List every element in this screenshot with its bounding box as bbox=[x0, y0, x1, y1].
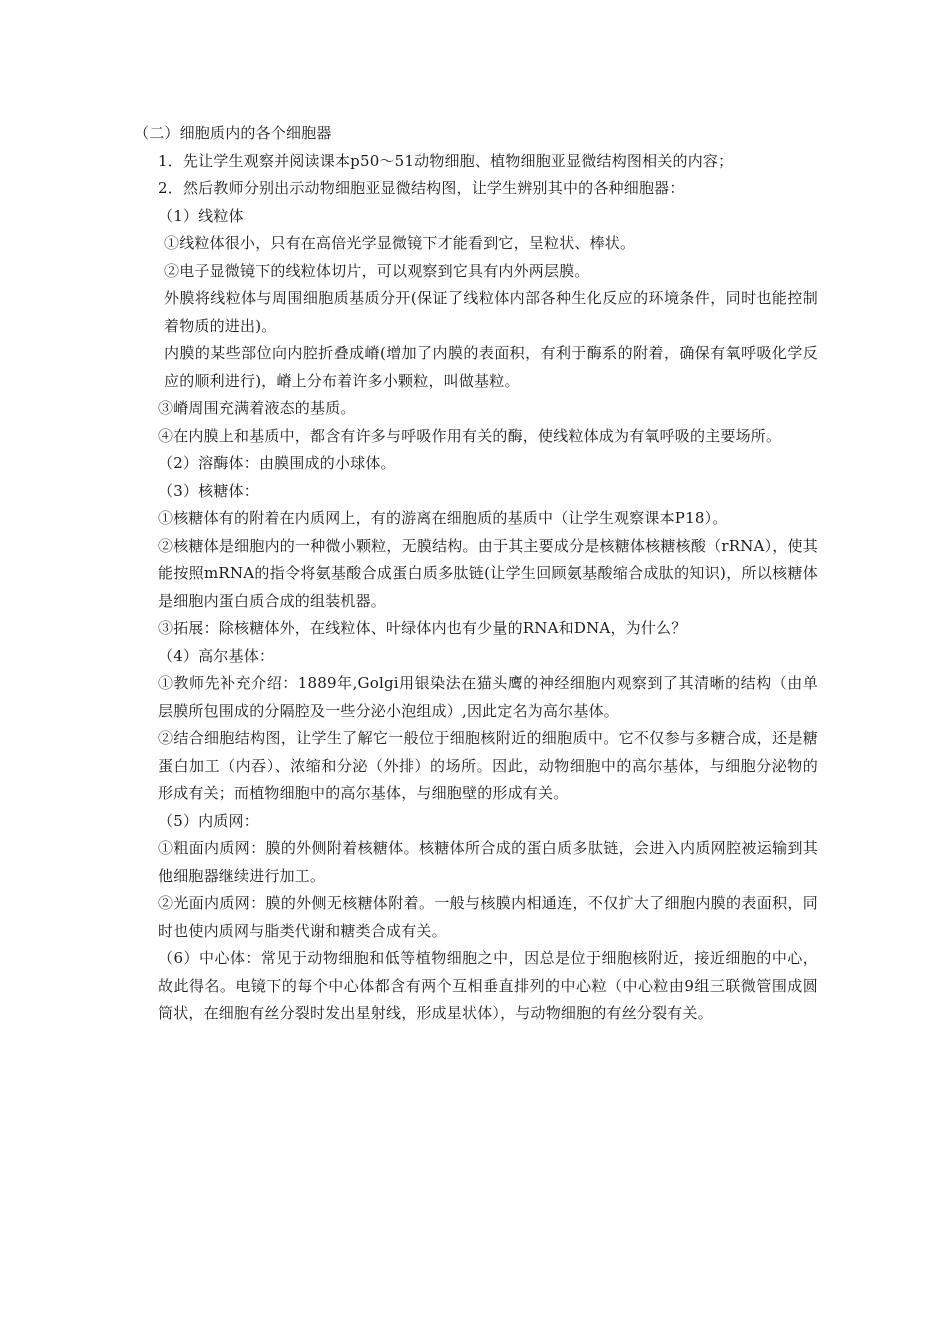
paragraph-inner-membrane: 内膜的某些部位向内腔折叠成嵴(增加了内膜的表面积，有利于酶系的附着，确保有氧呼吸化学反应的顺利进行)，嵴上分布着许多小颗粒，叫做基粒。 bbox=[164, 344, 818, 390]
paragraph-step-1: 1．先让学生观察并阅读课本p50～51动物细胞、植物细胞亚显微结构图相关的内容； bbox=[158, 151, 734, 170]
paragraph-centrosome: （6）中心体：常见于动物细胞和低等植物细胞之中，因总是位于细胞核附近，接近细胞的中心，故此得名。电镜下的每个中心体都含有两个互相垂直排列的中心粒（中心粒由9组三联微管围成圆筒状，在细胞有丝分裂时发出星射线，形成星状体），与动物细胞的有丝分裂有关。 bbox=[158, 949, 818, 1022]
paragraph-ribosome-2: ②核糖体是细胞内的一种微小颗粒，无膜结构。由于其主要成分是核糖体核糖核酸（rRNA），使其能按照mRNA的指令将氨基酸合成蛋白质多肽链(让学生回顾氨基酸缩合成肽的知识)，所以核糖体是细胞内蛋白质合成的组装机器。 bbox=[158, 536, 818, 610]
paragraph-mito-1: ①线粒体很小，只有在高倍光学显微镜下才能看到它，呈粒状、棒状。 bbox=[164, 234, 636, 252]
paragraph-rough-er: ①粗面内质网：膜的外侧附着核糖体。核糖体所合成的蛋白质多肽链，会进入内质网腔被运输到其他细胞器继续进行加工。 bbox=[158, 839, 818, 885]
heading-golgi: （4）高尔基体： bbox=[158, 646, 275, 665]
paragraph-golgi-2: ②结合细胞结构图，让学生了解它一般位于细胞核附近的细胞质中。它不仅参与多糖合成，还是糖蛋白加工（内吞）、浓缩和分泌（外排）的场所。因此，动物细胞中的高尔基体，与细胞分泌物的形成有关；而植物细胞中的高尔基体，与细胞壁的形成有关。 bbox=[158, 729, 818, 802]
document-body bbox=[134, 120, 818, 1028]
paragraph-step-2: 2．然后教师分别出示动物细胞亚显微结构图，让学生辨别其中的各种细胞器： bbox=[158, 179, 685, 197]
paragraph-mito-2: ②电子显微镜下的线粒体切片，可以观察到它具有内外两层膜。 bbox=[164, 261, 590, 280]
paragraph-mito-4: ④在内膜上和基质中，都含有许多与呼吸作用有关的酶，使线粒体成为有氧呼吸的主要场所。 bbox=[158, 426, 782, 445]
heading-er: （5）内质网： bbox=[158, 811, 259, 830]
section-heading: （二）细胞质内的各个细胞器 bbox=[134, 124, 332, 142]
heading-mitochondria: （1）线粒体 bbox=[158, 206, 244, 225]
paragraph-ribosome-1: ①核糖体有的附着在内质网上，有的游离在细胞质的基质中（让学生观察课本P18）。 bbox=[158, 509, 728, 527]
paragraph-mito-3: ③嵴周围充满着液态的基质。 bbox=[158, 399, 356, 417]
paragraph-smooth-er: ②光面内质网：膜的外侧无核糖体附着。一般与核膜内相通连，不仅扩大了细胞内膜的表面积，同时也使内质网与脂类代谢和糖类合成有关。 bbox=[158, 894, 818, 940]
paragraph-ribosome-3: ③拓展：除核糖体外，在线粒体、叶绿体内也有少量的RNA和DNA，为什么？ bbox=[158, 619, 687, 637]
paragraph-outer-membrane: 外膜将线粒体与周围细胞质基质分开(保证了线粒体内部各种生化反应的环境条件，同时也能控制着物质的进出)。 bbox=[164, 289, 818, 335]
heading-lysosome: （2）溶酶体：由膜围成的小球体。 bbox=[158, 454, 396, 472]
heading-ribosome: （3）核糖体： bbox=[158, 481, 259, 500]
paragraph-golgi-1: ①教师先补充介绍：1889年,Golgi用银染法在猫头鹰的神经细胞内观察到了其清晰的结构（由单层膜所包围成的分隔腔及一些分泌小泡组成）,因此定名为高尔基体。 bbox=[158, 674, 818, 720]
